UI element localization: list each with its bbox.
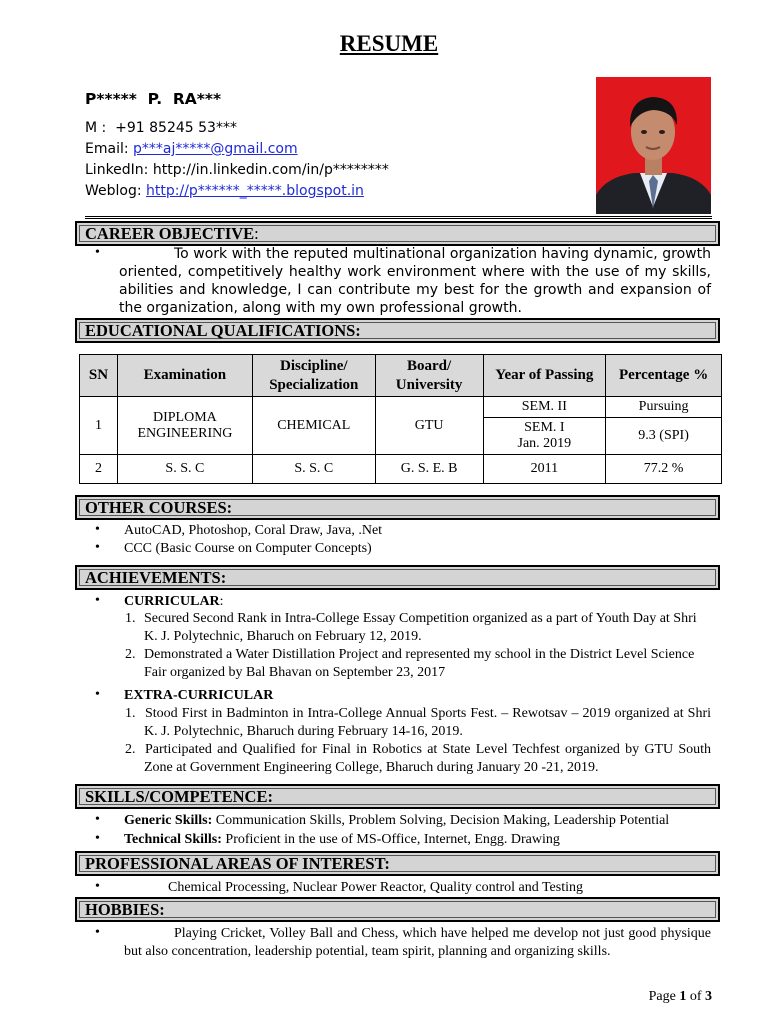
table-cell: 9.3 (SPI) [606, 418, 722, 455]
list-item: Participated and Qualified for Final in Robotics at State Level Techfest organized by GTU South Zone at Government Engineering College, Bharuch during January 20 -21, 2019. [144, 742, 711, 775]
table-cell: 2 [80, 455, 118, 484]
interests-heading: PROFESSIONAL AREAS OF INTEREST: [85, 854, 390, 873]
email-link[interactable]: p***aj*****@gmail.com [133, 141, 298, 157]
bullet-icon: • [95, 687, 100, 702]
table-row [80, 397, 722, 418]
section-education [75, 318, 720, 343]
curricular-label: CURRICULAR: [124, 594, 224, 609]
list-number: 1. [125, 611, 136, 626]
table-cell: SEM. I Jan. 2019 [483, 418, 606, 455]
education-heading: EDUCATIONAL QUALIFICATIONS: [85, 321, 361, 340]
linkedin-line: LinkedIn: http://in.linkedin.com/in/p******** [85, 162, 389, 178]
section-other-courses [75, 495, 720, 520]
list-item: AutoCAD, Photoshop, Coral Draw, Java, .Net [124, 523, 383, 538]
table-cell: 77.2 % [606, 455, 722, 484]
list-item: Demonstrated a Water Distillation Project and represented my school in the District Level Science Fair organized by Bal Bhavan on September 23, 2017 [144, 647, 695, 680]
header-divider [85, 216, 712, 219]
table-cell: G. S. E. B [375, 455, 483, 484]
weblog-label: Weblog: [85, 183, 147, 199]
profile-photo [596, 77, 711, 214]
list-item: Stood First in Badminton in Intra-College Annual Sports Fest. – Rewotsav – 2019 organized at Shri K. J. Polytechnic, Bharuch during February 14-16, 2019. [144, 706, 711, 739]
table-cell: DIPLOMA ENGINEERING [117, 397, 252, 455]
section-career-objective: CAREER OBJECTIVE: [75, 221, 720, 246]
bullet-icon: • [95, 831, 100, 846]
technical-skills: Technical Skills: Proficient in the use of MS-Office, Internet, Engg. Drawing [124, 832, 560, 847]
column-header: Year of Passing [483, 355, 606, 397]
page-total: 3 [705, 989, 712, 1004]
section-hobbies [75, 897, 720, 922]
email-label: Email: [85, 141, 134, 157]
weblog-link[interactable]: http://p******_*****.blogspot.in [146, 183, 364, 199]
section-achievements [75, 565, 720, 590]
education-table [79, 354, 722, 484]
weblog-line [85, 183, 364, 199]
column-header: Examination [117, 355, 252, 397]
skills-heading: SKILLS/COMPETENCE: [85, 787, 273, 806]
list-number: 1. [125, 706, 136, 721]
hobbies-heading: HOBBIES: [85, 900, 165, 919]
bullet-icon: • [95, 879, 100, 894]
table-cell: CHEMICAL [252, 397, 375, 455]
extra-curricular-label: EXTRA-CURRICULAR [124, 688, 274, 703]
list-number: 2. [125, 742, 136, 757]
career-objective-text: To work with the reputed multinational organization having dynamic, growth oriented, competitively healthy work environment where with the use of my skills, abilities and knowledge, I can contribute my best for the growth and expansion of the organization, along with my own professional growth. [119, 246, 711, 316]
table-cell: Pursuing [606, 397, 722, 418]
generic-skills: Generic Skills: Communication Skills, Problem Solving, Decision Making, Leadership Potential [124, 813, 670, 828]
table-cell: GTU [375, 397, 483, 455]
table-cell: S. S. C [117, 455, 252, 484]
table-cell: 1 [80, 397, 118, 455]
mobile-number: M : +91 85245 53*** [85, 120, 237, 136]
bullet-icon: • [95, 540, 100, 555]
page-number: 1 [679, 989, 687, 1004]
section-skills [75, 784, 720, 809]
column-header: Percentage % [606, 355, 722, 397]
bullet-icon: • [95, 522, 100, 537]
table-cell: S. S. C [252, 455, 375, 484]
column-header: Board/ University [375, 355, 483, 397]
candidate-name: P***** P. RA*** [85, 90, 222, 108]
email-line [85, 141, 298, 157]
bullet-icon: • [95, 245, 100, 260]
interests-text: Chemical Processing, Nuclear Power Reactor, Quality control and Testing [168, 880, 583, 895]
list-item: CCC (Basic Course on Computer Concepts) [124, 541, 372, 556]
column-header: SN [80, 355, 118, 397]
resume-title: RESUME [339, 31, 439, 56]
table-header-row [80, 355, 722, 397]
list-item: Secured Second Rank in Intra-College Essay Competition organized as a part of Youth Day at Shri K. J. Polytechnic, Bharuch on February 12, 2019. [144, 611, 697, 644]
page-footer: Page 1 of 3 [648, 989, 712, 1004]
table-row [80, 455, 722, 484]
table-cell: 2011 [483, 455, 606, 484]
bullet-icon: • [95, 925, 100, 940]
section-interests [75, 851, 720, 876]
table-cell: SEM. II [483, 397, 606, 418]
hobbies-text: Playing Cricket, Volley Ball and Chess, which have helped me develop not just good physique but also concentration, leadership potential, team spirit, planning and organizing skills. [124, 926, 711, 959]
other-courses-heading: OTHER COURSES: [85, 498, 233, 517]
list-number: 2. [125, 647, 136, 662]
column-header: Discipline/ Specialization [252, 355, 375, 397]
bullet-icon: • [95, 812, 100, 827]
achievements-heading: ACHIEVEMENTS: [85, 568, 227, 587]
career-heading: CAREER OBJECTIVE [85, 224, 255, 243]
bullet-icon: • [95, 593, 100, 608]
